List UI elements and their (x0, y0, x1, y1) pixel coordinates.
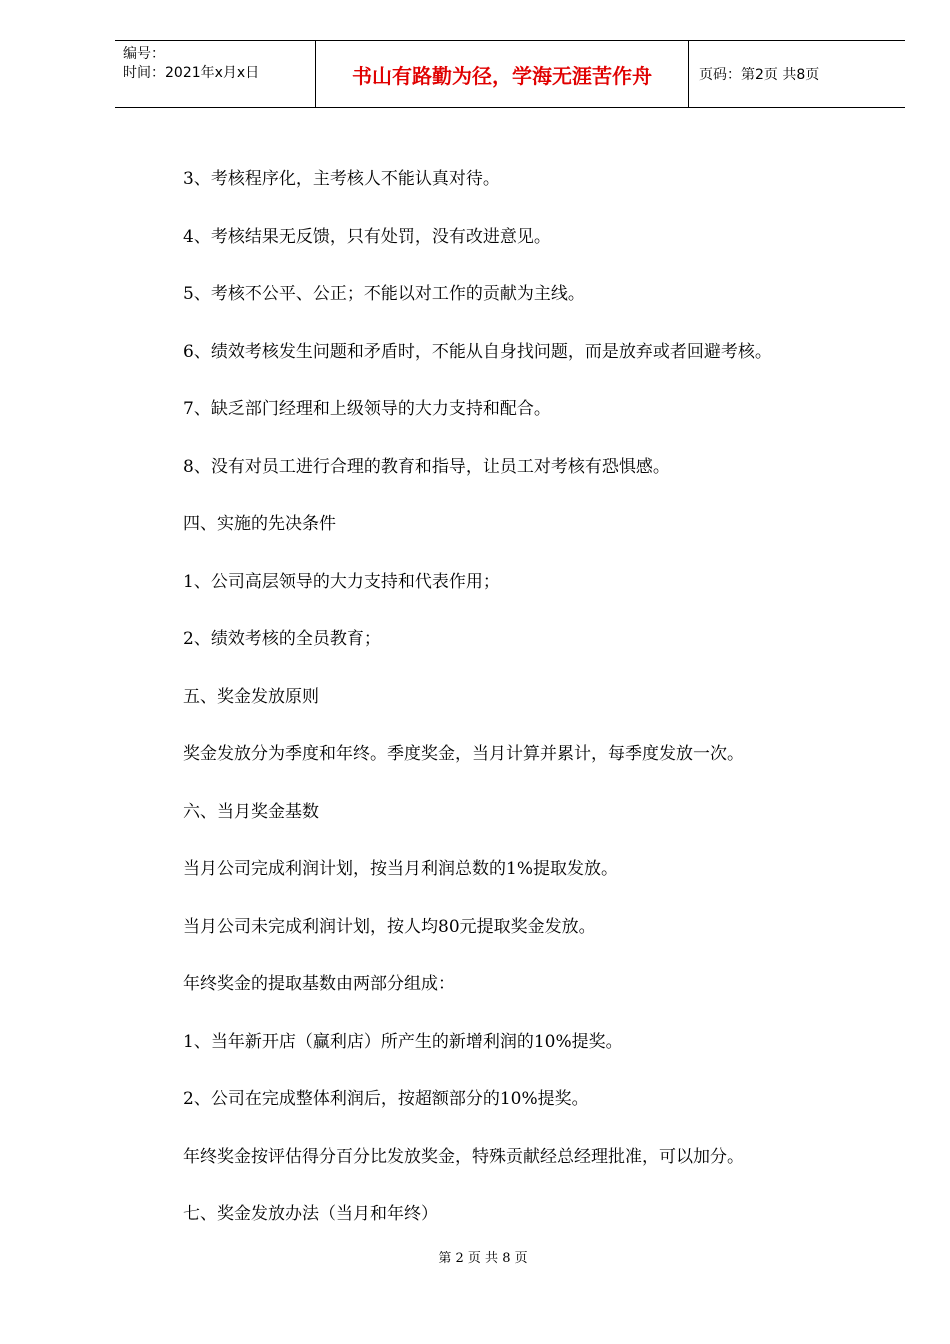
paragraph: 奖金发放分为季度和年终。季度奖金，当月计算并累计，每季度发放一次。 (183, 744, 744, 764)
paragraph: 3、考核程序化，主考核人不能认真对待。 (183, 169, 500, 189)
paragraph: 年终奖金按评估得分百分比发放奖金，特殊贡献经总经理批准，可以加分。 (183, 1146, 744, 1167)
paragraph: 6、绩效考核发生问题和矛盾时，不能从自身找问题，而是放弃或者回避考核。 (183, 341, 772, 362)
paragraph: 2、公司在完成整体利润后，按超额部分的10%提奖。 (183, 1089, 589, 1109)
paragraph: 当月公司完成利润计划，按当月利润总数的1%提取发放。 (183, 859, 618, 879)
document-number-label: 编号： (123, 46, 165, 62)
section-heading: 七、奖金发放办法（当月和年终） (183, 1204, 438, 1224)
section-heading: 五、奖金发放原则 (183, 686, 319, 707)
paragraph: 8、没有对员工进行合理的教育和指导，让员工对考核有恐惧感。 (183, 456, 670, 477)
document-time-label: 时间：2021年x月x日 (123, 65, 260, 81)
paragraph: 5、考核不公平、公正；不能以对工作的贡献为主线。 (183, 284, 585, 304)
section-heading: 四、实施的先决条件 (183, 514, 336, 534)
paragraph: 2、绩效考核的全员教育； (183, 629, 381, 649)
paragraph: 4、考核结果无反馈，只有处罚，没有改进意见。 (183, 226, 551, 247)
paragraph: 7、缺乏部门经理和上级领导的大力支持和配合。 (183, 399, 551, 419)
header-page-info: 页码：第2页 共8页 (699, 67, 820, 83)
header-motto: 书山有路勤为径，学海无涯苦作舟 (316, 41, 689, 107)
section-heading: 六、当月奖金基数 (183, 801, 319, 822)
paragraph: 年终奖金的提取基数由两部分组成： (183, 974, 455, 994)
page-footer: 第 2 页 共 8 页 (438, 1251, 528, 1266)
paragraph: 1、公司高层领导的大力支持和代表作用； (183, 571, 500, 592)
header-meta (115, 41, 316, 107)
document-body (183, 165, 883, 1258)
paragraph: 当月公司未完成利润计划，按人均80元提取奖金发放。 (183, 916, 596, 937)
page-header (115, 40, 905, 108)
paragraph: 1、当年新开店（赢利店）所产生的新增利润的10%提奖。 (183, 1031, 623, 1052)
